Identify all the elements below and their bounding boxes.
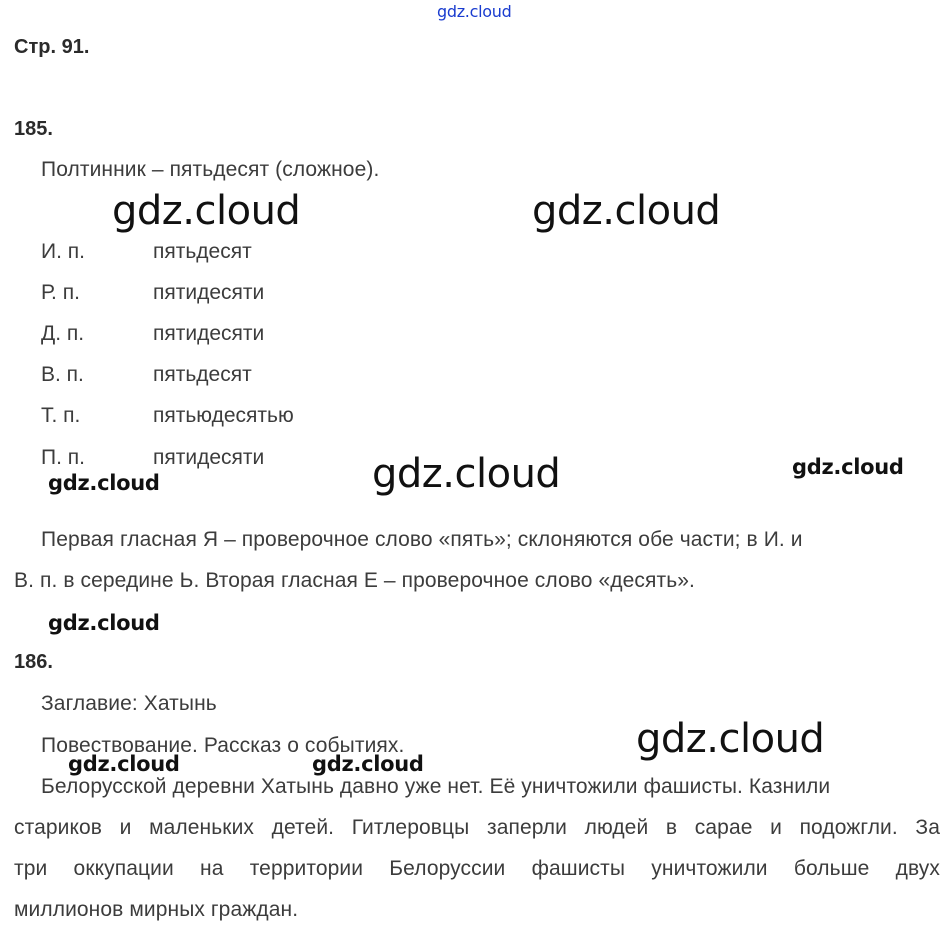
case-label: Д. п.: [41, 322, 85, 345]
text-line: стариков и маленьких детей. Гитлеровцы заперли людей в сарае и подожгли. За: [14, 816, 940, 839]
exercise-185-explanation-line2: В. п. в середине Ь. Вторая гласная Е – проверочное слово «десять».: [14, 569, 695, 592]
watermark-small: gdz.cloud: [48, 471, 160, 495]
watermark-small: gdz.cloud: [68, 752, 180, 776]
exercise-185-number: 185.: [14, 118, 53, 140]
case-form: пятидесяти: [153, 281, 265, 304]
text-line: Белорусской деревни Хатынь давно уже нет. Её уничтожили фашисты. Казнили: [41, 775, 831, 798]
exercise-186-title-line: Заглавие: Хатынь: [41, 692, 217, 715]
watermark-top: gdz.cloud: [437, 2, 512, 21]
watermark-small: gdz.cloud: [312, 752, 424, 776]
watermark-small: gdz.cloud: [48, 611, 160, 635]
exercise-186-number: 186.: [14, 651, 53, 673]
case-label: П. п.: [41, 446, 85, 469]
text-line: миллионов мирных граждан.: [14, 898, 299, 921]
case-form: пятидесяти: [153, 446, 265, 469]
exercise-185-explanation-line1: Первая гласная Я – проверочное слово «пять»; склоняются обе части; в И. и: [41, 528, 803, 551]
case-form: пятьюдесятью: [153, 404, 294, 427]
case-label: Т. п.: [41, 404, 81, 427]
watermark-big: gdz.cloud: [636, 716, 825, 762]
watermark-big: gdz.cloud: [372, 451, 561, 497]
page-heading: Стр. 91.: [14, 36, 90, 58]
case-form: пятидесяти: [153, 322, 265, 345]
case-form: пятьдесят: [153, 240, 252, 263]
case-label: В. п.: [41, 363, 84, 386]
exercise-185-intro: Полтинник – пятьдесят (сложное).: [41, 158, 380, 181]
case-label: Р. п.: [41, 281, 80, 304]
watermark-big: gdz.cloud: [112, 188, 301, 234]
watermark-big: gdz.cloud: [532, 188, 721, 234]
watermark-small: gdz.cloud: [792, 455, 904, 479]
text-line: три оккупации на территории Белоруссии фашисты уничтожили больше двух: [14, 857, 940, 880]
case-form: пятьдесят: [153, 363, 252, 386]
exercise-186-type-line: Повествование. Рассказ о событиях.: [41, 734, 405, 757]
case-label: И. п.: [41, 240, 85, 263]
